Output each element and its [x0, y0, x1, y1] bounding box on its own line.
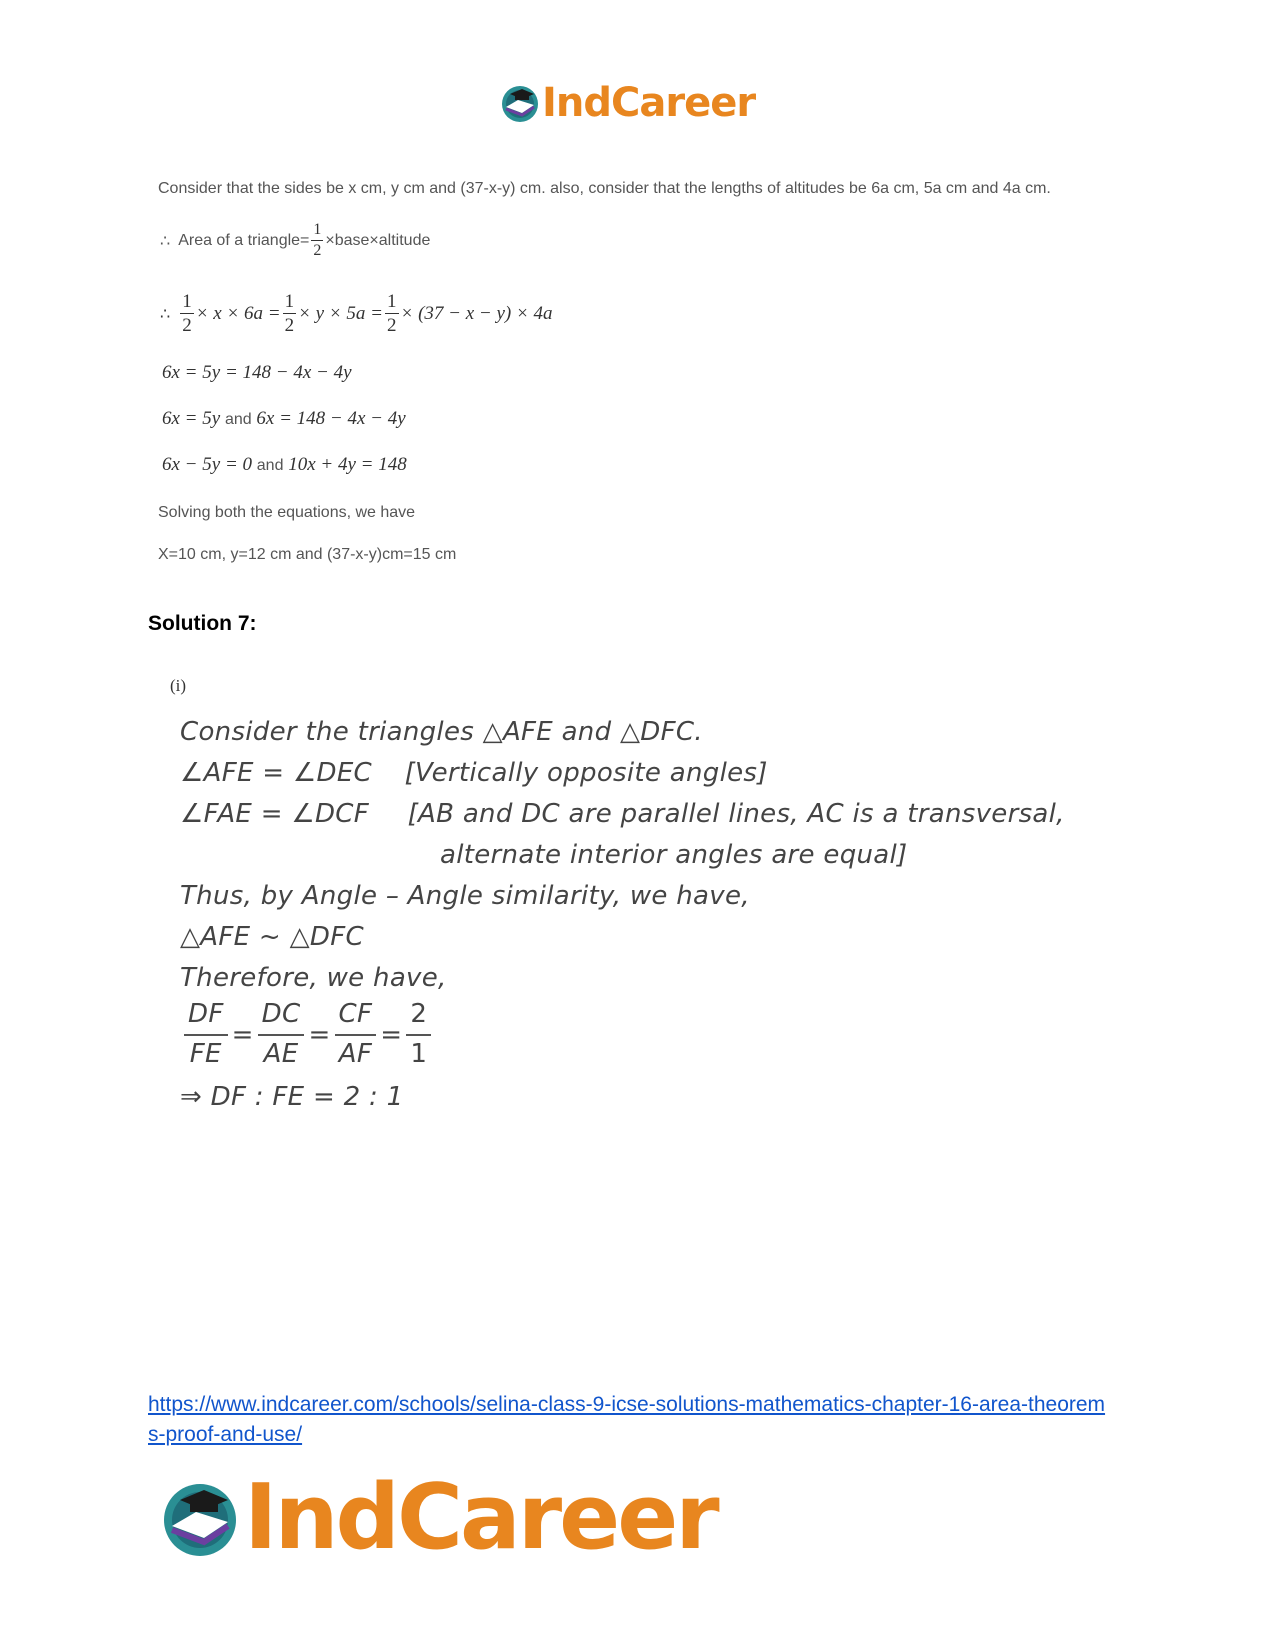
solution-heading: Solution 7: [148, 612, 257, 635]
therefore-symbol: ∴ [160, 232, 171, 250]
eq1-part-b: × y × 5a = [298, 302, 383, 324]
proof-line-2: ∠AFE = ∠DEC [Vertically opposite angles] [180, 758, 768, 788]
half-fraction: $\frac{1}{2}$ [284, 291, 295, 336]
header-logo [500, 80, 755, 126]
half-fraction: $\frac{1}{2}$ [313, 221, 322, 259]
half-fraction: $\frac{1}{2}$ [182, 291, 192, 336]
footer-logo [160, 1465, 717, 1570]
source-link[interactable]: https://www.indcareer.com/schools/selina-class-9-icse-solutions-mathematics-chapter-16-area-theorems-proof-and-use/ [148, 1393, 1106, 1446]
proof-line-3: ∠FAE = ∠DCF [AB and DC are parallel lines, AC is a transversal, [180, 799, 1065, 829]
area-rest: ×base×altitude [325, 231, 431, 249]
area-formula [160, 222, 430, 259]
proof-conclusion: ⇒ DF : FE = 2 : 1 [180, 1082, 404, 1112]
eq1-part-a: × x × 6a = [195, 302, 281, 324]
proof-line-1: Consider the triangles △AFE and △DFC. [180, 717, 703, 747]
equation-3: 6x = 5y and 6x = 148 − 4x − 4y [162, 408, 406, 429]
proof-line-7: Therefore, we have, [180, 963, 447, 993]
fraction-2-1: $\frac{2}{1}$ [406, 1000, 431, 1070]
proof-line-6: △AFE ~ △DFC [180, 922, 364, 952]
equation-4: 6x − 5y = 0 and 10x + 4y = 148 [162, 454, 407, 475]
area-label: Area of a triangle= [178, 231, 310, 249]
eq1-part-c: × (37 − x − y) × 4a [400, 302, 553, 324]
logo-wordmark: IndCareer [542, 80, 756, 126]
proof-line-5: Thus, by Angle – Angle similarity, we have, [180, 881, 750, 911]
proof-line-4: alternate interior angles are equal] [440, 840, 908, 870]
fraction-dc-ae: $\frac{DC}{AE}$ [258, 1000, 305, 1070]
logo-wordmark: IndCareer [244, 1465, 717, 1570]
graduation-book-icon [500, 83, 540, 123]
equal-area-equation [160, 292, 553, 335]
fraction-df-fe: $\frac{DF}{FE}$ [184, 1000, 228, 1070]
half-fraction: $\frac{1}{2}$ [387, 291, 397, 336]
ratio-fractions: $\frac{DF}{FE}$ = $\frac{DC}{AE}$ = $\frac{CF}{AF}$ = $\frac{2}{1}$ [180, 1000, 435, 1070]
fraction-cf-af: $\frac{CF}{AF}$ [335, 1000, 377, 1070]
result-text: X=10 cm, y=12 cm and (37-x-y)cm=15 cm [158, 546, 457, 563]
therefore-symbol: ∴ [160, 305, 171, 323]
solving-text: Solving both the equations, we have [158, 504, 416, 521]
graduation-book-icon [160, 1478, 240, 1558]
equation-2: 6x = 5y = 148 − 4x − 4y [162, 362, 352, 383]
intro-text: Consider that the sides be x cm, y cm and (37-x-y) cm. also, consider that the lengths of altitudes be 6a cm, 5a cm and 4a cm. [158, 180, 1051, 197]
part-label: (i) [170, 676, 187, 695]
